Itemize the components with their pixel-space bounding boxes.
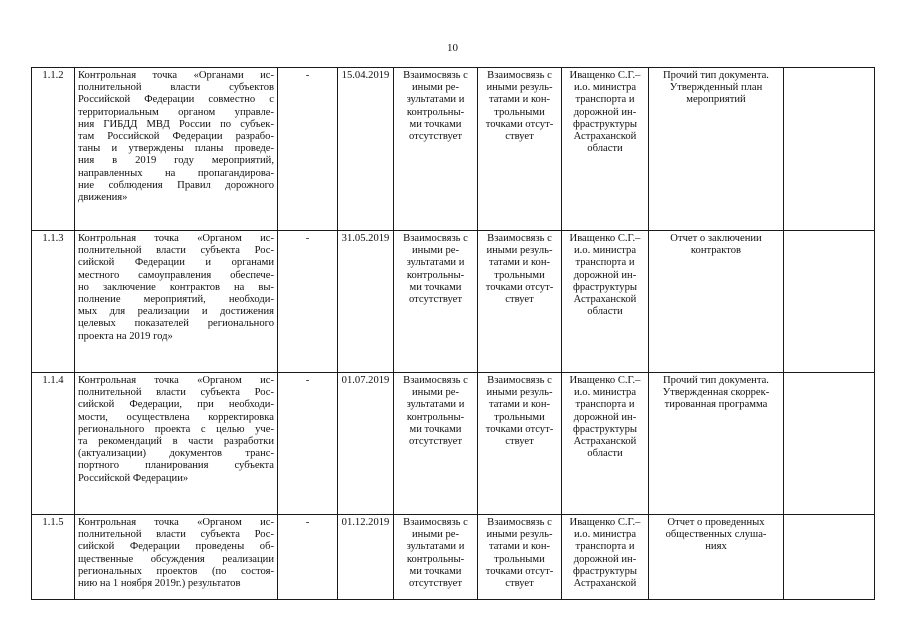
- table-row: [32, 515, 875, 600]
- relation-checkpoints-cell: Взаимосвязь с иными резуль- татами и кон- трольными точками отсут- ствует: [478, 231, 562, 373]
- row-number: 1.1.4: [32, 373, 75, 515]
- end-date-cell: 15.04.2019: [338, 68, 394, 231]
- relation-results-cell: Взаимосвязь с иными ре- зультатами и контрольны- ми точками отсутствует: [394, 373, 478, 515]
- extra-cell: [784, 515, 875, 600]
- description-line: ние соблюдения Правил дорожного: [78, 179, 274, 191]
- description-line: таны и утверждены планы проведе-: [78, 143, 274, 155]
- description-line: направленных на пропагандирова-: [78, 167, 274, 179]
- responsible-person-cell: Иващенко С.Г.– и.о. министра транспорта и дорожной ин- фраструктуры Астраханской области: [562, 231, 649, 373]
- description-line: та рекомендаций в части разработки: [78, 436, 274, 448]
- responsible-person-cell: Иващенко С.Г.– и.о. министра транспорта и дорожной ин- фраструктуры Астраханской области: [562, 373, 649, 515]
- description-line: (актуализации) документов транс-: [78, 448, 274, 460]
- table-row: [32, 373, 875, 515]
- description-line: портного планирования субъекта: [78, 460, 274, 472]
- relation-checkpoints-cell: Взаимосвязь с иными резуль- татами и кон- трольными точками отсут- ствует: [478, 68, 562, 231]
- end-date-cell: 31.05.2019: [338, 231, 394, 373]
- description-line: Российской Федерации»: [78, 472, 189, 484]
- responsible-person-cell: Иващенко С.Г.– и.о. министра транспорта и дорожной ин- фраструктуры Астраханской: [562, 515, 649, 600]
- description-line: полнительной власти субъекта Рос-: [78, 245, 274, 257]
- description-line: сийской Федерации проведены об-: [78, 541, 274, 553]
- description-line: мости, осуществлена корректировка: [78, 411, 274, 423]
- description-line: полнительной власти субъекта Рос-: [78, 387, 274, 399]
- table-row: [32, 231, 875, 373]
- description-line: полнение мероприятий, необходи-: [78, 294, 274, 306]
- relation-checkpoints-cell: Взаимосвязь с иными резуль- татами и кон- трольными точками отсут- ствует: [478, 515, 562, 600]
- description-line: Контрольная точка «Органом ис-: [78, 375, 274, 386]
- description-line: Контрольная точка «Органом ис-: [78, 517, 274, 528]
- start-date-cell: -: [278, 515, 338, 600]
- description-line: Российской Федерации совместно с: [78, 94, 274, 106]
- description-line: ния в 2019 году мероприятий,: [78, 155, 274, 167]
- extra-cell: [784, 373, 875, 515]
- description-line: там Российской Федерации разрабо-: [78, 131, 274, 143]
- relation-checkpoints-cell: Взаимосвязь с иными резуль- татами и кон- трольными точками отсут- ствует: [478, 373, 562, 515]
- document-type-cell: Прочий тип документа. Утвержденный план мероприятий: [649, 68, 784, 231]
- description-line: местного самоуправления обеспече-: [78, 269, 274, 281]
- description-line: региональных проектов (по состоя-: [78, 565, 274, 577]
- end-date-cell: 01.12.2019: [338, 515, 394, 600]
- page-number: 10: [447, 42, 458, 54]
- description-line: территориальным органом управле-: [78, 106, 274, 118]
- document-type-cell: Отчет о проведенных общественных слуша- ниях: [649, 515, 784, 600]
- extra-cell: [784, 231, 875, 373]
- start-date-cell: -: [278, 373, 338, 515]
- document-type-cell: Отчет о заключении контрактов: [649, 231, 784, 373]
- description-line: сийской Федерации и органами: [78, 257, 274, 269]
- control-point-description: [75, 68, 278, 231]
- description-line: движения»: [78, 192, 128, 204]
- responsible-person-cell: Иващенко С.Г.– и.о. министра транспорта и дорожной ин- фраструктуры Астраханской области: [562, 68, 649, 231]
- relation-results-cell: Взаимосвязь с иными ре- зультатами и контрольны- ми точками отсутствует: [394, 231, 478, 373]
- table-body: [32, 68, 875, 600]
- description-line: регионального проекта с целью уче-: [78, 423, 274, 435]
- description-line: мых для реализации и достижения: [78, 306, 274, 318]
- control-point-description: [75, 515, 278, 600]
- description-line: проекта на 2019 год»: [78, 330, 173, 342]
- control-point-description: [75, 231, 278, 373]
- document-type-cell: Прочий тип документа. Утвержденная скоррек- тированная программа: [649, 373, 784, 515]
- description-line: Контрольная точка «Органами ис-: [78, 70, 274, 81]
- description-line: полнительной власти субъекта Рос-: [78, 529, 274, 541]
- description-line: нию на 1 ноября 2019г.) результатов: [78, 578, 241, 590]
- end-date-cell: 01.07.2019: [338, 373, 394, 515]
- start-date-cell: -: [278, 231, 338, 373]
- table-row: [32, 68, 875, 231]
- row-number: 1.1.2: [32, 68, 75, 231]
- description-line: сийской Федерации, при необходи-: [78, 399, 274, 411]
- row-number: 1.1.5: [32, 515, 75, 600]
- description-line: ния ГИБДД МВД России по субъек-: [78, 118, 274, 130]
- description-line: но заключение контрактов на вы-: [78, 281, 274, 293]
- description-line: целевых показателей регионального: [78, 318, 274, 330]
- row-number: 1.1.3: [32, 231, 75, 373]
- control-points-table: [31, 67, 875, 600]
- control-point-description: [75, 373, 278, 515]
- description-line: Контрольная точка «Органом ис-: [78, 233, 274, 244]
- start-date-cell: -: [278, 68, 338, 231]
- description-line: полнительной власти субъектов: [78, 82, 274, 94]
- relation-results-cell: Взаимосвязь с иными ре- зультатами и контрольны- ми точками отсутствует: [394, 515, 478, 600]
- extra-cell: [784, 68, 875, 231]
- relation-results-cell: Взаимосвязь с иными ре- зультатами и контрольны- ми точками отсутствует: [394, 68, 478, 231]
- description-line: щественные обсуждения реализации: [78, 553, 274, 565]
